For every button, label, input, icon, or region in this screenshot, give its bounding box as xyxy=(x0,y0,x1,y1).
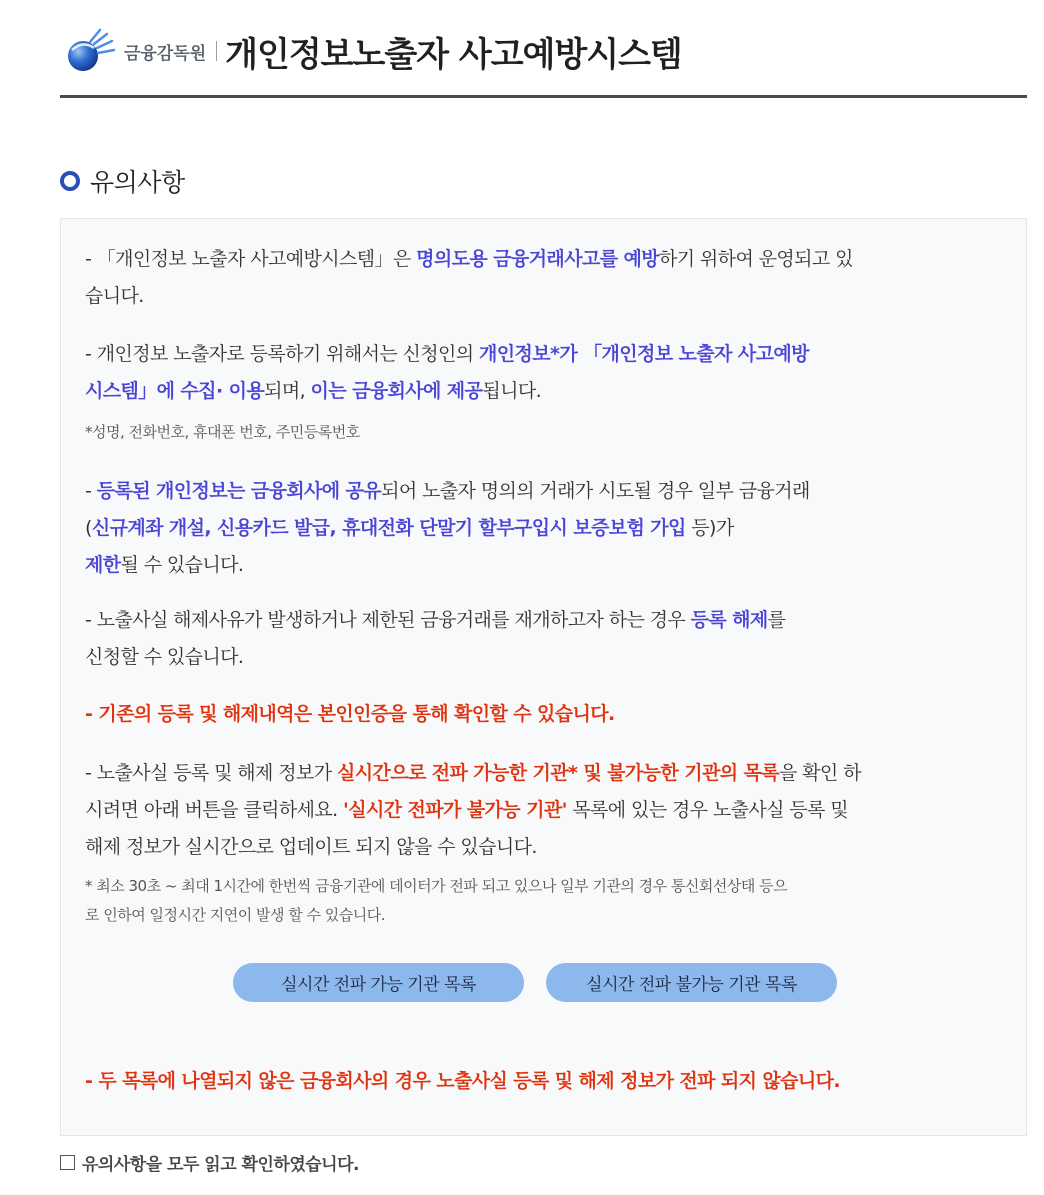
text-segment: * 최소 30초 ~ 최대 1시간에 한번씩 금융기관에 데이터가 전파 되고 있으나 일부 기관의 경우 통신회선상태 등으 xyxy=(85,877,788,895)
text-segment: 되어 노출자 명의의 거래가 시도될 경우 일부 금융거래 xyxy=(381,480,810,502)
text-segment: 될 수 있습니다. xyxy=(120,554,244,576)
text-segment: 해제 정보가 실시간으로 업데이트 되지 않을 수 있습니다. xyxy=(85,836,537,858)
warning-text: 두 목록에 나열되지 않은 금융회사의 경우 노출사실 등록 및 해제 정보가 전파 되지 않습니다. xyxy=(98,1070,841,1092)
notice-paragraph-5 xyxy=(85,696,1005,733)
confirm-label[interactable]: 유의사항을 모두 읽고 확인하였습니다. xyxy=(82,1155,359,1175)
text-segment: - 개인정보 노출자로 등록하기 위해서는 신청인의 xyxy=(85,343,479,365)
text-segment: ( xyxy=(85,517,92,539)
text-segment: - 노출사실 해제사유가 발생하거나 제한된 금융거래를 재개하고자 하는 경우 xyxy=(85,609,691,631)
highlight-text: 명의도용 금융거래사고를 예방 xyxy=(416,248,659,270)
text-segment: - 「개인정보 노출자 사고예방시스템」은 xyxy=(85,248,417,270)
text-segment: - xyxy=(85,703,99,725)
section-heading xyxy=(60,163,185,199)
section-title: 유의사항 xyxy=(90,168,185,197)
highlight-text: 이는 금융회사에 제공 xyxy=(310,380,483,402)
logo[interactable] xyxy=(64,26,682,76)
notice-box xyxy=(60,218,1027,1136)
unavailable-institutions-button[interactable]: 실시간 전파 불가능 기관 목록 xyxy=(546,963,837,1002)
text-segment: 하기 위하여 운영되고 있 xyxy=(658,248,853,270)
confirm-checkbox[interactable] xyxy=(60,1155,75,1170)
page-header xyxy=(60,14,1027,98)
highlight-text: 등록 해제 xyxy=(690,609,768,631)
text-segment: 시려면 아래 버튼을 클릭하세요. xyxy=(85,799,344,821)
highlight-text: 제한 xyxy=(85,554,121,576)
text-segment: 됩니다. xyxy=(482,380,542,402)
notice-paragraph-7 xyxy=(85,1063,1005,1100)
warning-text: '실시간 전파가 불가능 기관' xyxy=(343,799,567,821)
footnote-personal-info: *성명, 전화번호, 휴대폰 번호, 주민등록번호 xyxy=(85,423,360,441)
notice-paragraph-2 xyxy=(85,336,1005,410)
highlight-text: 등록된 개인정보는 금융회사에 공유 xyxy=(96,480,382,502)
text-segment: 습니다. xyxy=(85,285,144,307)
confirm-row[interactable] xyxy=(60,1150,359,1175)
warning-text: 기존의 등록 및 해제내역은 본인인증을 통해 확인할 수 있습니다. xyxy=(98,703,615,725)
text-segment: 로 인하여 일정시간 지연이 발생 할 수 있습니다. xyxy=(85,906,385,924)
notice-paragraph-3 xyxy=(85,473,1005,584)
available-institutions-button[interactable]: 실시간 전파 가능 기관 목록 xyxy=(233,963,524,1002)
text-segment: 목록에 있는 경우 노출사실 등록 및 xyxy=(566,799,848,821)
text-segment: - xyxy=(85,480,97,502)
footnote-propagation-delay xyxy=(85,872,1005,930)
circle-bullet-icon xyxy=(60,171,80,191)
globe-logo-icon xyxy=(64,26,120,76)
org-name: 금융감독원 xyxy=(124,43,207,64)
highlight-text: 시스템」에 수집· 이용 xyxy=(85,380,265,402)
text-segment: 를 xyxy=(767,609,786,631)
notice-paragraph-1 xyxy=(85,241,1005,315)
text-segment: - 노출사실 등록 및 해제 정보가 xyxy=(85,762,337,784)
text-segment: 을 확인 하 xyxy=(778,762,861,784)
text-segment: - xyxy=(85,1070,99,1092)
warning-text: 실시간으로 전파 가능한 기관* 및 불가능한 기관의 목록 xyxy=(336,762,779,784)
text-segment: 등)가 xyxy=(685,517,734,539)
logo-divider xyxy=(216,41,217,61)
notice-paragraph-4 xyxy=(85,602,1005,676)
system-title: 개인정보노출자 사고예방시스템 xyxy=(225,34,682,75)
notice-paragraph-6 xyxy=(85,755,1005,866)
highlight-text: 신규계좌 개설, 신용카드 발급, 휴대전화 단말기 할부구입시 보증보험 가입 xyxy=(91,517,686,539)
highlight-text: 개인정보*가 「개인정보 노출자 사고예방 xyxy=(478,343,809,365)
text-segment: 되며, xyxy=(264,380,311,402)
text-segment: 신청할 수 있습니다. xyxy=(85,646,244,668)
